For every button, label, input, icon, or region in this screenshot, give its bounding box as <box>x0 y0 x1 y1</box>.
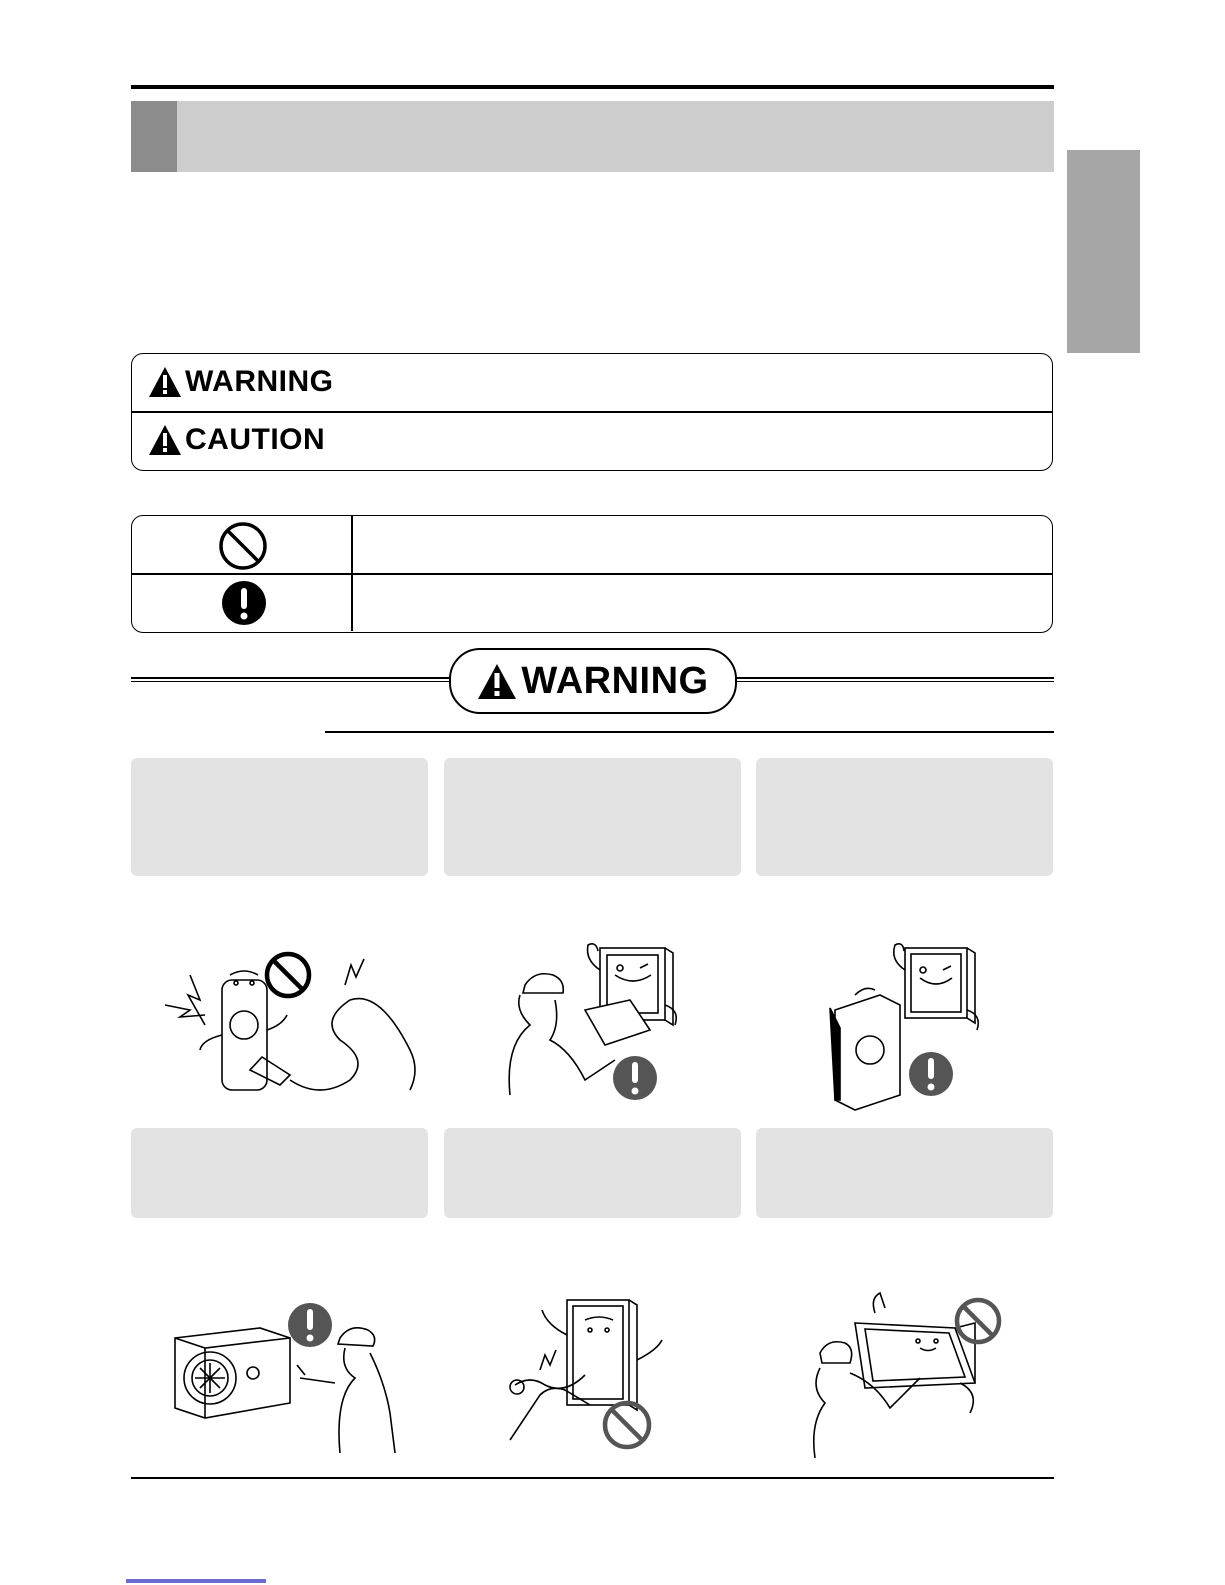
warning-triangle-icon <box>148 366 182 398</box>
outdoor-unit-illustration <box>165 1293 405 1458</box>
legend-caution-label: CAUTION <box>185 423 326 456</box>
unit-outlet-illustration <box>825 940 1005 1105</box>
section-title-bar <box>131 101 1054 172</box>
exclamation-icon <box>221 580 267 626</box>
warning-card <box>131 1128 428 1218</box>
legend-warning-row <box>148 362 334 402</box>
warning-card <box>444 1128 741 1218</box>
subsection-rule <box>325 731 1054 733</box>
warning-card <box>756 1128 1053 1218</box>
warning-card <box>444 758 741 876</box>
warning-triangle-icon <box>148 424 182 456</box>
warning-card <box>131 758 428 876</box>
banner-line-left <box>131 677 449 682</box>
warning-banner-label: WARNING <box>521 659 709 702</box>
legend-divider <box>132 411 1052 413</box>
symbol-legend-row-divider <box>132 573 1052 575</box>
top-rule <box>131 85 1054 89</box>
bottom-rule <box>131 1477 1054 1479</box>
banner-line-right <box>733 677 1054 682</box>
plug-outlet-illustration <box>160 945 410 1105</box>
legend-warning-label: WARNING <box>185 365 334 398</box>
panel-removal-illustration <box>800 1293 1010 1458</box>
side-language-tab[interactable] <box>1067 150 1140 353</box>
title-bar-marker <box>131 101 177 172</box>
warning-card <box>756 758 1053 876</box>
warning-banner <box>449 648 737 714</box>
warning-triangle-icon <box>477 663 517 700</box>
symbol-legend-column-divider <box>351 516 353 631</box>
damaged-cord-illustration <box>505 1290 685 1455</box>
technician-manual-illustration <box>495 940 695 1105</box>
horizontal-scrollbar[interactable] <box>126 1579 266 1583</box>
prohibition-icon <box>218 521 268 571</box>
legend-caution-row <box>148 420 325 460</box>
